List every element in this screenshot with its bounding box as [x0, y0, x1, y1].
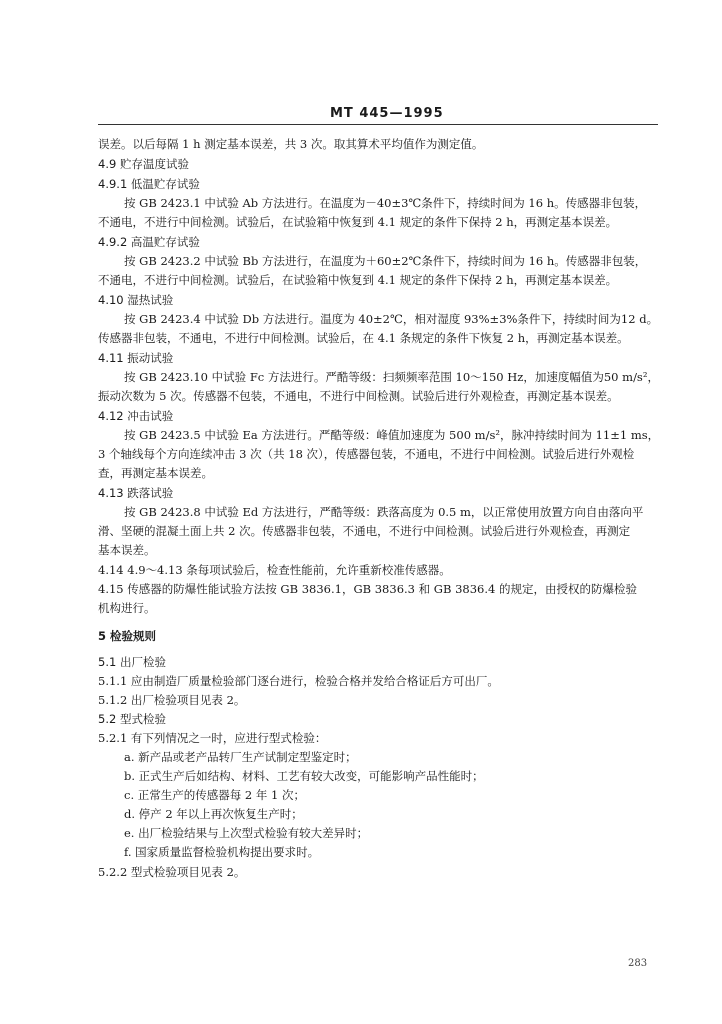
header-rule: [98, 124, 658, 125]
text-line: 按 GB 2423.10 中试验 Fc 方法进行。严酷等级：扫频频率范围 10～150 Hz，加速度幅值为50 m/s²，: [124, 370, 659, 384]
list-item: f. 国家质量监督检验机构提出要求时。: [124, 845, 320, 859]
page-header-standard-number: MT 445—1995: [330, 106, 444, 121]
text-line: 按 GB 2423.1 中试验 Ab 方法进行。在温度为－40±3℃条件下，持续时间为 16 h。传感器非包装，: [124, 196, 647, 210]
section-heading-4-9-2: 4.9.2 高温贮存试验: [98, 235, 200, 249]
list-item: c. 正常生产的传感器每 2 年 1 次；: [124, 788, 306, 802]
chapter-heading-5: 5 检验规则: [98, 629, 157, 643]
text-line: 机构进行。: [98, 601, 156, 615]
text-line: 按 GB 2423.8 中试验 Ed 方法进行，严酷等级：跌落高度为 0.5 m，以正常使用放置方向自由落向平: [124, 505, 644, 519]
text-line: 3 个轴线每个方向连续冲击 3 次（共 18 次），传感器包装，不通电，不进行中间检测。试验后进行外观检: [98, 447, 635, 461]
section-heading-4-11: 4.11 振动试验: [98, 351, 174, 365]
page-number: 283: [628, 958, 648, 969]
text-line: 按 GB 2423.5 中试验 Ea 方法进行。严酷等级：峰值加速度为 500 m/s²，脉冲持续时间为 11±1 ms，: [124, 428, 660, 442]
text-line: 误差。以后每隔 1 h 测定基本误差，共 3 次。取其算术平均值作为测定值。: [98, 137, 484, 151]
list-item: e. 出厂检验结果与上次型式检验有较大差异时；: [124, 826, 369, 840]
text-line: 基本误差。: [98, 543, 156, 557]
text-line: 按 GB 2423.2 中试验 Bb 方法进行，在温度为＋60±2℃条件下，持续时间为 16 h。传感器非包装，: [124, 254, 647, 268]
list-item: a. 新产品或老产品转厂生产试制定型鉴定时；: [124, 750, 357, 764]
section-heading-4-9: 4.9 贮存温度试验: [98, 157, 189, 171]
section-heading-4-10: 4.10 湿热试验: [98, 293, 174, 307]
section-heading-5-2: 5.2 型式检验: [98, 712, 166, 726]
list-item: b. 正式生产后如结构、材料、工艺有较大改变，可能影响产品性能时；: [124, 769, 484, 783]
section-heading-4-13: 4.13 跌落试验: [98, 486, 174, 500]
text-line: 5.1.1 应由制造厂质量检验部门逐台进行，检验合格并发给合格证后方可出厂。: [98, 674, 499, 688]
text-line: 查，再测定基本误差。: [98, 466, 213, 480]
text-line: 不通电，不进行中间检测。试验后，在试验箱中恢复到 4.1 规定的条件下保持 2 h，再测定基本误差。: [98, 215, 618, 229]
text-line: 滑、坚硬的混凝土面上共 2 次。传感器非包装，不通电，不进行中间检测。试验后进行外观检查，再测定: [98, 524, 631, 538]
text-line: 5.2.1 有下列情况之一时，应进行型式检验：: [98, 731, 327, 745]
text-line: 不通电，不进行中间检测。试验后，在试验箱中恢复到 4.1 规定的条件下保持 2 h，再测定基本误差。: [98, 273, 618, 287]
text-line: 振动次数为 5 次。传感器不包装，不通电，不进行中间检测。试验后进行外观检查，再测定基本误差。: [98, 389, 619, 403]
text-line: 传感器非包装，不通电，不进行中间检测。试验后，在 4.1 条规定的条件下恢复 2 h，再测定基本误差。: [98, 331, 629, 345]
section-heading-5-1: 5.1 出厂检验: [98, 655, 166, 669]
text-line: 4.15 传感器的防爆性能试验方法按 GB 3836.1，GB 3836.3 和 GB 3836.4 的规定，由授权的防爆检验: [98, 582, 637, 596]
section-heading-4-9-1: 4.9.1 低温贮存试验: [98, 177, 200, 191]
text-line: 5.1.2 出厂检验项目见表 2。: [98, 693, 246, 707]
text-line: 4.14 4.9～4.13 条每项试验后，检查性能前，允许重新校准传感器。: [98, 563, 451, 577]
list-item: d. 停产 2 年以上再次恢复生产时；: [124, 807, 303, 821]
section-heading-4-12: 4.12 冲击试验: [98, 409, 174, 423]
text-line: 按 GB 2423.4 中试验 Db 方法进行。温度为 40±2℃，相对湿度 93%±3%条件下，持续时间为12 d。: [124, 312, 659, 326]
text-line: 5.2.2 型式检验项目见表 2。: [98, 865, 246, 879]
